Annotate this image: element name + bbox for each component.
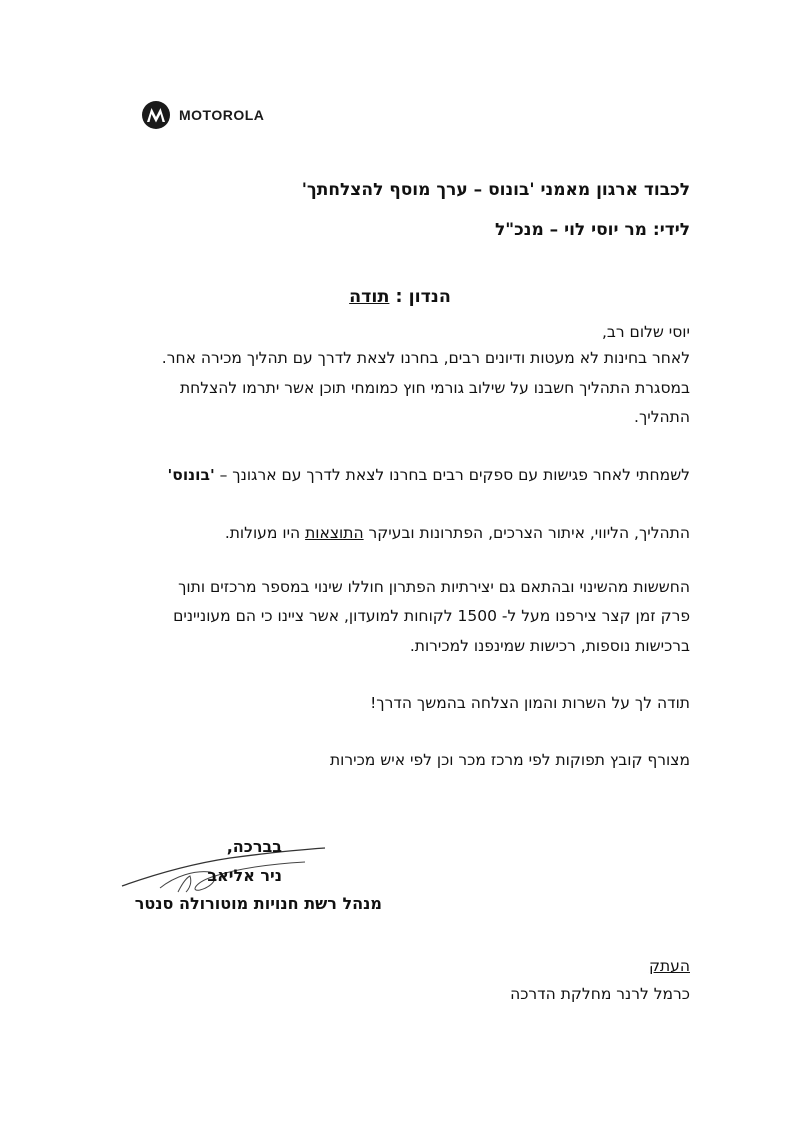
paragraph4-line1: החששות מהשינוי ובהתאם גם יצירתיות הפתרון חוללו שינוי במספר מרכזים ותוך <box>178 578 690 596</box>
paragraph4-line3: ברכישות נוספות, רכישות שמינפנו למכירות. <box>409 637 690 655</box>
subject-word: תודה <box>349 287 390 307</box>
paragraph2 <box>168 465 690 485</box>
paragraph2-text: לשמחתי לאחר פגישות עם ספקים רבים בחרנו לצאת לדרך עם ארגונך – <box>214 466 690 484</box>
signature-closing: בברכה, <box>226 837 282 856</box>
paragraph6: מצורף קובץ תפוקות לפי מרכז מכר וכן לפי איש מכירות <box>329 751 690 769</box>
motorola-batwing-icon <box>141 100 171 130</box>
paragraph1-line2: במסגרת התהליך חשבנו על שילוב גורמי חוץ כמומחי תוכן אשר יתרמו להצלחת <box>179 379 690 397</box>
paragraph3 <box>225 523 690 543</box>
copy-recipient: כרמל לרנר מחלקת הדרכה <box>510 985 690 1003</box>
brand-name: MOTOROLA <box>179 107 265 123</box>
paragraph3-before: התהליך, הליווי, איתור הצרכים, הפתרונות ובעיקר <box>363 524 690 542</box>
paragraph2-bold: 'בונוס' <box>167 466 215 484</box>
paragraph3-underlined: התוצאות <box>305 524 364 542</box>
paragraph1-line3: התהליך. <box>634 408 690 426</box>
paragraph4-line2: פרק זמן קצר צירפנו מעל ל- 1500 לקוחות למועדון, אשר ציינו כי הם מעוניינים <box>173 607 690 625</box>
greeting: יוסי שלום רב, <box>601 323 690 341</box>
paragraph3-after: היו מעולות. <box>224 524 306 542</box>
subject-prefix: הנדון : <box>395 287 451 307</box>
paragraph1-line1: לאחר בחינות לא מעטות ודיונים רבים, בחרנו לצאת לדרך עם תהליך מכירה אחר. <box>161 349 690 367</box>
paragraph5: תודה לך על השרות והמון הצלחה בהמשך הדרך! <box>370 694 690 712</box>
company-logo <box>141 100 264 130</box>
signature-title: מנהל רשת חנויות מוטורולה סנטר <box>134 894 382 913</box>
signature-name: ניר אליאב <box>207 866 282 885</box>
subject-line <box>0 287 800 307</box>
copy-label: העתק <box>648 957 690 975</box>
recipient-org: לכבוד ארגון מאמני 'בונוס – ערך מוסף להצלחתך' <box>301 180 690 200</box>
recipient-attn: לידי: מר יוסי לוי – מנכ"ל <box>494 220 690 240</box>
